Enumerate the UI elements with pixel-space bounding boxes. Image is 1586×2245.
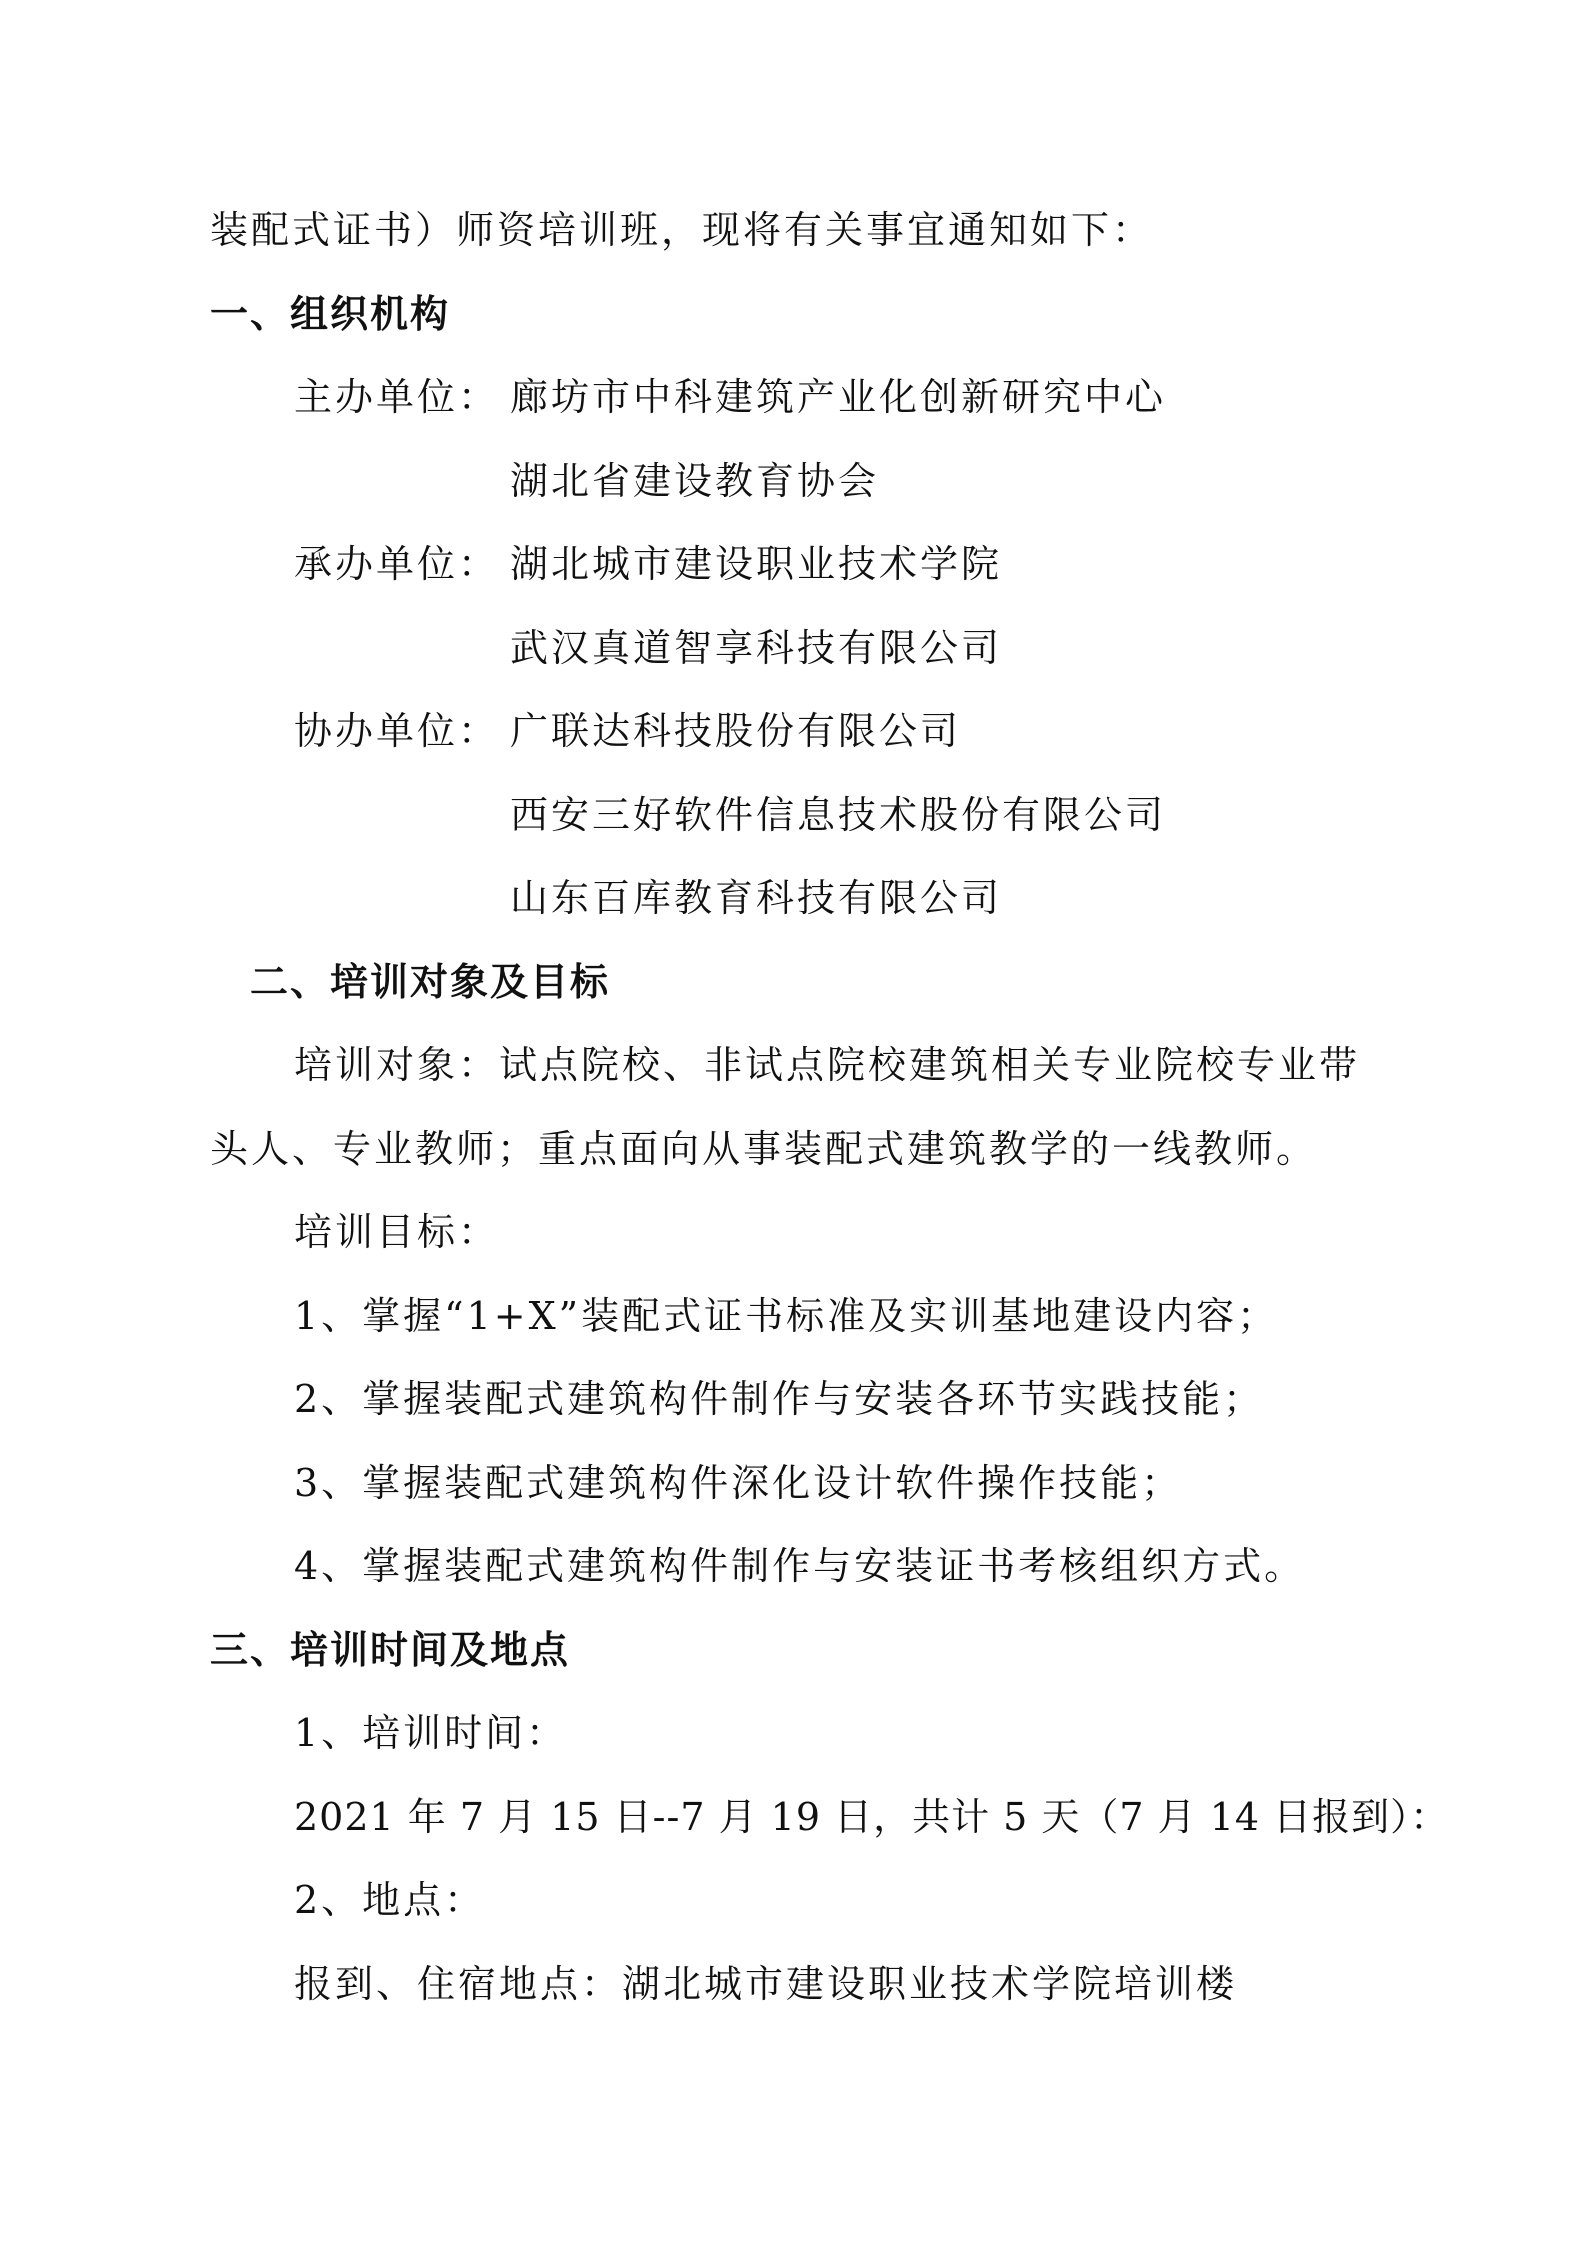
host-label: 主办单位： (294, 375, 500, 419)
training-goal-3: 3、掌握装配式建筑构件深化设计软件操作技能； (294, 1461, 1183, 1505)
organizer-label: 承办单位： (294, 542, 500, 586)
training-target-line-1: 培训对象：试点院校、非试点院校建筑相关专业院校专业带 (294, 1043, 1361, 1087)
training-goal-4: 4、掌握装配式建筑构件制作与安装证书考核组织方式。 (294, 1544, 1306, 1588)
host-unit-2: 湖北省建设教育协会 (510, 459, 880, 503)
section-heading-time-place: 三、培训时间及地点 (210, 1628, 571, 1672)
training-time-value: 2021 年 7 月 15 日--7 月 19 日，共计 5 天（7 月 14 日报到）： (294, 1795, 1450, 1839)
intro-paragraph-tail: 装配式证书）师资培训班，现将有关事宜通知如下： (210, 208, 1154, 252)
section-heading-training-target: 二、培训对象及目标 (250, 960, 611, 1004)
section-heading-organization: 一、组织机构 (210, 292, 451, 336)
training-goal-2: 2、掌握装配式建筑构件制作与安装各环节实践技能； (294, 1377, 1265, 1421)
training-target-line-2: 头人、专业教师；重点面向从事装配式建筑教学的一线教师。 (210, 1127, 1318, 1171)
training-place-label: 2、地点： (294, 1878, 486, 1922)
training-goal-1: 1、掌握“1+X”装配式证书标准及实训基地建设内容； (294, 1294, 1279, 1338)
host-unit-1: 廊坊市中科建筑产业化创新研究中心 (510, 375, 1167, 419)
co-organizer-unit-1: 广联达科技股份有限公司 (510, 709, 962, 753)
training-time-label: 1、培训时间： (294, 1711, 568, 1755)
training-place-value: 报到、住宿地点：湖北城市建设职业技术学院培训楼 (294, 1962, 1238, 2006)
training-goal-label: 培训目标： (294, 1210, 500, 1254)
organizer-unit-1: 湖北城市建设职业技术学院 (510, 542, 1003, 586)
co-organizer-unit-2: 西安三好软件信息技术股份有限公司 (510, 793, 1167, 837)
organizer-unit-2: 武汉真道智享科技有限公司 (510, 626, 1003, 670)
co-organizer-unit-3: 山东百库教育科技有限公司 (510, 876, 1003, 920)
co-organizer-label: 协办单位： (294, 709, 500, 753)
